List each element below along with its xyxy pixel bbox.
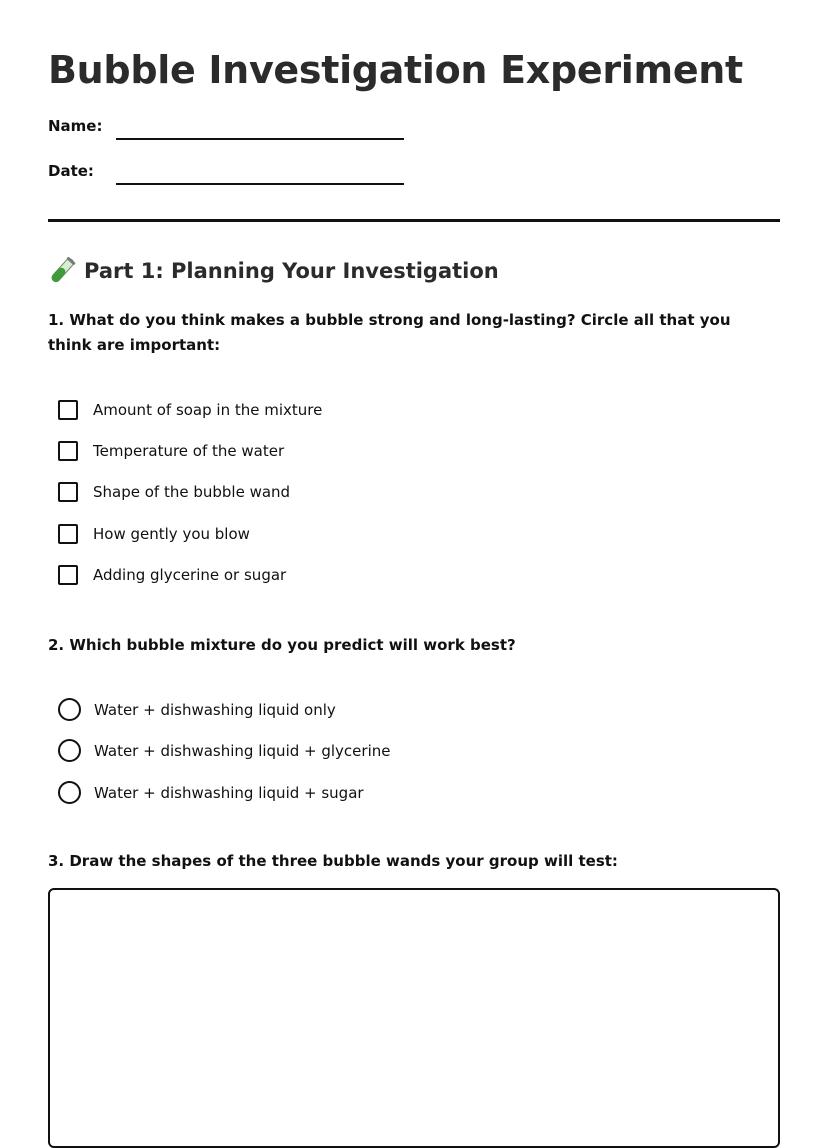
checkbox-label: Shape of the bubble wand (93, 483, 291, 501)
checkbox-option[interactable] (58, 565, 286, 585)
date-label: Date: (48, 162, 94, 180)
checkbox-label: Amount of soap in the mixture (93, 401, 323, 419)
test-tube-icon (48, 256, 76, 286)
checkbox-option[interactable] (58, 441, 284, 461)
checkbox-option[interactable] (58, 400, 322, 420)
divider (48, 219, 780, 222)
checkbox[interactable] (58, 482, 78, 502)
question-3: 3. Draw the shapes of the three bubble wands your group will test: (48, 852, 618, 870)
radio-button[interactable] (58, 698, 81, 721)
drawing-area[interactable] (48, 888, 780, 1148)
date-field[interactable] (116, 183, 404, 185)
radio-label: Water + dishwashing liquid + glycerine (94, 741, 391, 760)
name-label: Name: (48, 117, 103, 135)
radio-button[interactable] (58, 781, 81, 804)
section-heading-text: Part 1: Planning Your Investigation (84, 259, 499, 283)
checkbox[interactable] (58, 441, 78, 461)
name-field[interactable] (116, 138, 404, 140)
question-2: 2. Which bubble mixture do you predict will work best? (48, 636, 516, 654)
checkbox-label: Temperature of the water (93, 442, 285, 460)
section-heading (48, 256, 499, 286)
checkbox-option[interactable] (58, 482, 290, 502)
radio-button[interactable] (58, 739, 81, 762)
radio-label: Water + dishwashing liquid + sugar (94, 783, 364, 802)
radio-option[interactable] (58, 781, 364, 804)
checkbox[interactable] (58, 565, 78, 585)
radio-option[interactable] (58, 739, 390, 762)
checkbox-option[interactable] (58, 524, 250, 544)
radio-option[interactable] (58, 698, 336, 721)
checkbox[interactable] (58, 524, 78, 544)
question-1: 1. What do you think makes a bubble strong and long-lasting? Circle all that you think are important: (48, 311, 731, 354)
checkbox-label: How gently you blow (93, 525, 250, 543)
checkbox[interactable] (58, 400, 78, 420)
checkbox-label: Adding glycerine or sugar (93, 566, 287, 584)
radio-label: Water + dishwashing liquid only (94, 700, 336, 719)
page-title: Bubble Investigation Experiment (48, 48, 743, 92)
